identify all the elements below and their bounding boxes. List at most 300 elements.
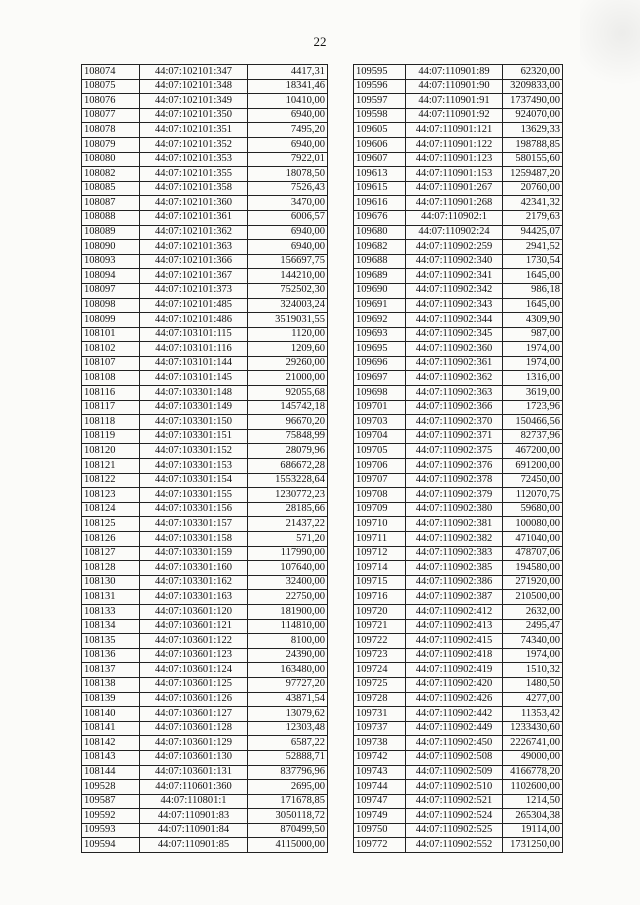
- cadastral-number-cell: 44:07:110901:89: [406, 65, 503, 80]
- record-id-cell: 108102: [82, 342, 140, 357]
- record-id-cell: 109707: [354, 473, 406, 488]
- record-id-cell: 109693: [354, 327, 406, 342]
- record-id-cell: 108116: [82, 386, 140, 401]
- table-row: [82, 823, 328, 838]
- record-id-cell: 108075: [82, 79, 140, 94]
- record-id-cell: 108136: [82, 648, 140, 663]
- record-id-cell: 109595: [354, 65, 406, 80]
- table-row: [354, 298, 563, 313]
- record-id-cell: 109737: [354, 721, 406, 736]
- cadastral-number-cell: 44:07:110902:376: [406, 459, 503, 474]
- value-cell: 28185,66: [248, 502, 328, 517]
- value-cell: 7495,20: [248, 123, 328, 138]
- record-id-cell: 109711: [354, 532, 406, 547]
- cadastral-number-cell: 44:07:110902:381: [406, 517, 503, 532]
- value-cell: 49000,00: [503, 750, 563, 765]
- table-row: [354, 750, 563, 765]
- cadastral-number-cell: 44:07:103301:150: [140, 415, 248, 430]
- value-cell: 467200,00: [503, 444, 563, 459]
- cadastral-number-cell: 44:07:102101:358: [140, 181, 248, 196]
- record-id-cell: 108082: [82, 167, 140, 182]
- record-id-cell: 109725: [354, 677, 406, 692]
- cadastral-number-cell: 44:07:110901:83: [140, 809, 248, 824]
- cadastral-number-cell: 44:07:103301:153: [140, 459, 248, 474]
- value-cell: 324003,24: [248, 298, 328, 313]
- table-row: [354, 371, 563, 386]
- cadastral-number-cell: 44:07:102101:353: [140, 152, 248, 167]
- table-row: [82, 225, 328, 240]
- cadastral-number-cell: 44:07:110902:361: [406, 356, 503, 371]
- table-row: [354, 692, 563, 707]
- record-id-cell: 108123: [82, 488, 140, 503]
- cadastral-number-cell: 44:07:103601:131: [140, 765, 248, 780]
- table-row: [82, 137, 328, 152]
- cadastral-number-cell: 44:07:103301:163: [140, 590, 248, 605]
- record-id-cell: 108090: [82, 240, 140, 255]
- cadastral-number-cell: 44:07:110901:268: [406, 196, 503, 211]
- record-id-cell: 108107: [82, 356, 140, 371]
- value-cell: 97727,20: [248, 677, 328, 692]
- cadastral-number-cell: 44:07:102101:362: [140, 225, 248, 240]
- table-row: [82, 604, 328, 619]
- record-id-cell: 108099: [82, 313, 140, 328]
- table-row: [82, 283, 328, 298]
- table-row: [354, 459, 563, 474]
- table-row: [82, 196, 328, 211]
- table-row: [82, 210, 328, 225]
- value-cell: 1974,00: [503, 648, 563, 663]
- record-id-cell: 108076: [82, 94, 140, 109]
- cadastral-number-cell: 44:07:110902:378: [406, 473, 503, 488]
- cadastral-number-cell: 44:07:110902:524: [406, 809, 503, 824]
- value-cell: 171678,85: [248, 794, 328, 809]
- cadastral-number-cell: 44:07:110902:521: [406, 794, 503, 809]
- table-row: [82, 240, 328, 255]
- table-row: [354, 79, 563, 94]
- table-row: [354, 356, 563, 371]
- value-cell: 28079,96: [248, 444, 328, 459]
- table-row: [354, 342, 563, 357]
- record-id-cell: 109688: [354, 254, 406, 269]
- record-id-cell: 109701: [354, 400, 406, 415]
- value-cell: 1974,00: [503, 356, 563, 371]
- table-row: [82, 152, 328, 167]
- record-id-cell: 108141: [82, 721, 140, 736]
- cadastral-number-cell: 44:07:102101:352: [140, 137, 248, 152]
- record-id-cell: 109742: [354, 750, 406, 765]
- record-id-cell: 108098: [82, 298, 140, 313]
- record-id-cell: 108079: [82, 137, 140, 152]
- value-cell: 181900,00: [248, 604, 328, 619]
- table-row: [82, 736, 328, 751]
- table-row: [82, 677, 328, 692]
- value-cell: 59680,00: [503, 502, 563, 517]
- record-id-cell: 109706: [354, 459, 406, 474]
- page-number: 22: [313, 34, 327, 49]
- record-id-cell: 109689: [354, 269, 406, 284]
- table-row: [82, 663, 328, 678]
- cadastral-number-cell: 44:07:110902:509: [406, 765, 503, 780]
- record-id-cell: 108088: [82, 210, 140, 225]
- record-id-cell: 109682: [354, 240, 406, 255]
- table-row: [354, 400, 563, 415]
- record-id-cell: 109692: [354, 313, 406, 328]
- cadastral-number-cell: 44:07:103101:115: [140, 327, 248, 342]
- value-cell: 107640,00: [248, 561, 328, 576]
- record-id-cell: 109615: [354, 181, 406, 196]
- table-row: [82, 356, 328, 371]
- record-id-cell: 108119: [82, 429, 140, 444]
- cadastral-number-cell: 44:07:110902:418: [406, 648, 503, 663]
- table-row: [354, 663, 563, 678]
- cadastral-number-cell: 44:07:110902:426: [406, 692, 503, 707]
- cadastral-number-cell: 44:07:110902:508: [406, 750, 503, 765]
- record-id-cell: 109738: [354, 736, 406, 751]
- value-cell: 1731250,00: [503, 838, 563, 853]
- table-row: [354, 736, 563, 751]
- table-row: [82, 546, 328, 561]
- cadastral-number-cell: 44:07:110902:341: [406, 269, 503, 284]
- value-cell: 100080,00: [503, 517, 563, 532]
- value-cell: 4417,31: [248, 65, 328, 80]
- table-row: [354, 429, 563, 444]
- cadastral-number-cell: 44:07:103601:125: [140, 677, 248, 692]
- table-row: [354, 590, 563, 605]
- value-cell: 198788,85: [503, 137, 563, 152]
- value-cell: 6940,00: [248, 225, 328, 240]
- value-cell: 2179,63: [503, 210, 563, 225]
- cadastral-number-cell: 44:07:103601:120: [140, 604, 248, 619]
- cadastral-number-cell: 44:07:110901:121: [406, 123, 503, 138]
- cadastral-number-cell: 44:07:110902:387: [406, 590, 503, 605]
- record-id-cell: 108089: [82, 225, 140, 240]
- record-id-cell: 109703: [354, 415, 406, 430]
- table-row: [82, 721, 328, 736]
- value-cell: 6587,22: [248, 736, 328, 751]
- record-id-cell: 109747: [354, 794, 406, 809]
- record-id-cell: 108125: [82, 517, 140, 532]
- cadastral-number-cell: 44:07:102101:350: [140, 108, 248, 123]
- value-cell: 1974,00: [503, 342, 563, 357]
- table-row: [82, 459, 328, 474]
- table-row: [82, 634, 328, 649]
- table-row: [354, 634, 563, 649]
- cadastral-number-cell: 44:07:110901:123: [406, 152, 503, 167]
- value-cell: 144210,00: [248, 269, 328, 284]
- cadastral-number-cell: 44:07:103601:126: [140, 692, 248, 707]
- record-id-cell: 109698: [354, 386, 406, 401]
- record-id-cell: 108080: [82, 152, 140, 167]
- cadastral-number-cell: 44:07:103601:123: [140, 648, 248, 663]
- table-row: [354, 240, 563, 255]
- value-cell: 691200,00: [503, 459, 563, 474]
- cadastral-number-cell: 44:07:103301:160: [140, 561, 248, 576]
- record-id-cell: 109587: [82, 794, 140, 809]
- value-cell: 1737490,00: [503, 94, 563, 109]
- record-id-cell: 108085: [82, 181, 140, 196]
- record-id-cell: 109691: [354, 298, 406, 313]
- value-cell: 265304,38: [503, 809, 563, 824]
- value-cell: 837796,96: [248, 765, 328, 780]
- cadastral-number-cell: 44:07:110902:415: [406, 634, 503, 649]
- table-row: [82, 765, 328, 780]
- table-row: [82, 780, 328, 795]
- table-row: [82, 517, 328, 532]
- record-id-cell: 108139: [82, 692, 140, 707]
- record-id-cell: 109598: [354, 108, 406, 123]
- value-cell: 10410,00: [248, 94, 328, 109]
- cadastral-number-cell: 44:07:110902:375: [406, 444, 503, 459]
- table-row: [82, 750, 328, 765]
- record-id-cell: 109715: [354, 575, 406, 590]
- value-cell: 94425,07: [503, 225, 563, 240]
- table-row: [354, 108, 563, 123]
- value-cell: 686672,28: [248, 459, 328, 474]
- record-id-cell: 108126: [82, 532, 140, 547]
- record-id-cell: 109593: [82, 823, 140, 838]
- table-row: [82, 575, 328, 590]
- cadastral-number-cell: 44:07:110902:24: [406, 225, 503, 240]
- value-cell: 82737,96: [503, 429, 563, 444]
- table-row: [354, 152, 563, 167]
- value-cell: 21000,00: [248, 371, 328, 386]
- cadastral-number-cell: 44:07:102101:351: [140, 123, 248, 138]
- record-id-cell: 108074: [82, 65, 140, 80]
- cadastral-number-cell: 44:07:110902:510: [406, 780, 503, 795]
- table-row: [354, 794, 563, 809]
- table-row: [82, 415, 328, 430]
- cadastral-number-cell: 44:07:110902:552: [406, 838, 503, 853]
- value-cell: 21437,22: [248, 517, 328, 532]
- table-row: [82, 619, 328, 634]
- table-row: [82, 809, 328, 824]
- table-row: [354, 502, 563, 517]
- right-table: [353, 64, 563, 853]
- table-row: [354, 721, 563, 736]
- value-cell: 7922,01: [248, 152, 328, 167]
- cadastral-number-cell: 44:07:110901:92: [406, 108, 503, 123]
- value-cell: 3619,00: [503, 386, 563, 401]
- record-id-cell: 109712: [354, 546, 406, 561]
- cadastral-number-cell: 44:07:102101:360: [140, 196, 248, 211]
- cadastral-number-cell: 44:07:103101:145: [140, 371, 248, 386]
- value-cell: 72450,00: [503, 473, 563, 488]
- cadastral-number-cell: 44:07:110901:91: [406, 94, 503, 109]
- table-row: [82, 65, 328, 80]
- table-row: [82, 648, 328, 663]
- table-row: [354, 707, 563, 722]
- value-cell: 75848,99: [248, 429, 328, 444]
- table-row: [354, 561, 563, 576]
- value-cell: 4277,00: [503, 692, 563, 707]
- record-id-cell: 109528: [82, 780, 140, 795]
- record-id-cell: 109696: [354, 356, 406, 371]
- record-id-cell: 108124: [82, 502, 140, 517]
- table-row: [354, 94, 563, 109]
- table-row: [82, 313, 328, 328]
- value-cell: 1209,60: [248, 342, 328, 357]
- value-cell: 6940,00: [248, 137, 328, 152]
- cadastral-number-cell: 44:07:103601:122: [140, 634, 248, 649]
- record-id-cell: 109616: [354, 196, 406, 211]
- value-cell: 986,18: [503, 283, 563, 298]
- record-id-cell: 109749: [354, 809, 406, 824]
- value-cell: 1723,96: [503, 400, 563, 415]
- table-row: [354, 386, 563, 401]
- record-id-cell: 109690: [354, 283, 406, 298]
- table-row: [354, 327, 563, 342]
- cadastral-number-cell: 44:07:103601:127: [140, 707, 248, 722]
- table-row: [82, 327, 328, 342]
- cadastral-number-cell: 44:07:103301:152: [140, 444, 248, 459]
- record-id-cell: 109710: [354, 517, 406, 532]
- cadastral-number-cell: 44:07:110902:259: [406, 240, 503, 255]
- record-id-cell: 108077: [82, 108, 140, 123]
- cadastral-number-cell: 44:07:103601:121: [140, 619, 248, 634]
- value-cell: 1230772,23: [248, 488, 328, 503]
- record-id-cell: 109697: [354, 371, 406, 386]
- table-row: [354, 488, 563, 503]
- cadastral-number-cell: 44:07:110902:420: [406, 677, 503, 692]
- table-row: [82, 532, 328, 547]
- value-cell: 145742,18: [248, 400, 328, 415]
- table-row: [82, 167, 328, 182]
- table-row: [354, 619, 563, 634]
- cadastral-number-cell: 44:07:102101:349: [140, 94, 248, 109]
- record-id-cell: 109708: [354, 488, 406, 503]
- left-table-body: [82, 65, 328, 853]
- value-cell: 4115000,00: [248, 838, 328, 853]
- value-cell: 2226741,00: [503, 736, 563, 751]
- record-id-cell: 108093: [82, 254, 140, 269]
- value-cell: 13629,33: [503, 123, 563, 138]
- record-id-cell: 108118: [82, 415, 140, 430]
- value-cell: 2495,47: [503, 619, 563, 634]
- table-row: [82, 342, 328, 357]
- table-row: [354, 532, 563, 547]
- value-cell: 580155,60: [503, 152, 563, 167]
- table-row: [82, 590, 328, 605]
- record-id-cell: 108131: [82, 590, 140, 605]
- cadastral-number-cell: 44:07:102101:485: [140, 298, 248, 313]
- record-id-cell: 108138: [82, 677, 140, 692]
- value-cell: 18341,46: [248, 79, 328, 94]
- record-id-cell: 109721: [354, 619, 406, 634]
- table-row: [82, 94, 328, 109]
- value-cell: 13079,62: [248, 707, 328, 722]
- value-cell: 96670,20: [248, 415, 328, 430]
- table-row: [354, 415, 563, 430]
- table-row: [354, 254, 563, 269]
- value-cell: 3209833,00: [503, 79, 563, 94]
- value-cell: 12303,48: [248, 721, 328, 736]
- record-id-cell: 108122: [82, 473, 140, 488]
- value-cell: 74340,00: [503, 634, 563, 649]
- cadastral-number-cell: 44:07:110902:345: [406, 327, 503, 342]
- table-row: [354, 546, 563, 561]
- value-cell: 2941,52: [503, 240, 563, 255]
- value-cell: 1480,50: [503, 677, 563, 692]
- cadastral-number-cell: 44:07:110902:363: [406, 386, 503, 401]
- cadastral-number-cell: 44:07:102101:347: [140, 65, 248, 80]
- table-row: [354, 225, 563, 240]
- value-cell: 163480,00: [248, 663, 328, 678]
- table-row: [82, 123, 328, 138]
- cadastral-number-cell: 44:07:110902:360: [406, 342, 503, 357]
- value-cell: 114810,00: [248, 619, 328, 634]
- table-row: [82, 794, 328, 809]
- cadastral-number-cell: 44:07:102101:373: [140, 283, 248, 298]
- table-row: [354, 181, 563, 196]
- record-id-cell: 109592: [82, 809, 140, 824]
- value-cell: 1120,00: [248, 327, 328, 342]
- table-row: [82, 429, 328, 444]
- value-cell: 1645,00: [503, 269, 563, 284]
- value-cell: 18078,50: [248, 167, 328, 182]
- table-row: [82, 269, 328, 284]
- record-id-cell: 108127: [82, 546, 140, 561]
- value-cell: 43871,54: [248, 692, 328, 707]
- table-row: [354, 838, 563, 853]
- table-row: [82, 488, 328, 503]
- cadastral-number-cell: 44:07:102101:355: [140, 167, 248, 182]
- record-id-cell: 108137: [82, 663, 140, 678]
- scan-noise: [580, 0, 640, 110]
- table-row: [82, 473, 328, 488]
- value-cell: 194580,00: [503, 561, 563, 576]
- table-row: [354, 283, 563, 298]
- record-id-cell: 109723: [354, 648, 406, 663]
- cadastral-number-cell: 44:07:103601:124: [140, 663, 248, 678]
- record-id-cell: 108134: [82, 619, 140, 634]
- value-cell: 11353,42: [503, 707, 563, 722]
- cadastral-number-cell: 44:07:103301:157: [140, 517, 248, 532]
- value-cell: 1645,00: [503, 298, 563, 313]
- value-cell: 1730,54: [503, 254, 563, 269]
- record-id-cell: 109714: [354, 561, 406, 576]
- table-row: [354, 167, 563, 182]
- value-cell: 3519031,55: [248, 313, 328, 328]
- value-cell: 24390,00: [248, 648, 328, 663]
- value-cell: 471040,00: [503, 532, 563, 547]
- cadastral-number-cell: 44:07:110902:386: [406, 575, 503, 590]
- cadastral-number-cell: 44:07:110902:379: [406, 488, 503, 503]
- record-id-cell: 109722: [354, 634, 406, 649]
- record-id-cell: 108128: [82, 561, 140, 576]
- table-row: [354, 575, 563, 590]
- table-row: [354, 780, 563, 795]
- cadastral-number-cell: 44:07:110902:449: [406, 721, 503, 736]
- table-row: [82, 692, 328, 707]
- record-id-cell: 108097: [82, 283, 140, 298]
- value-cell: 271920,00: [503, 575, 563, 590]
- value-cell: 6006,57: [248, 210, 328, 225]
- record-id-cell: 108101: [82, 327, 140, 342]
- record-id-cell: 109728: [354, 692, 406, 707]
- value-cell: 7526,43: [248, 181, 328, 196]
- cadastral-number-cell: 44:07:110902:362: [406, 371, 503, 386]
- value-cell: 752502,30: [248, 283, 328, 298]
- value-cell: 1259487,20: [503, 167, 563, 182]
- value-cell: 2632,00: [503, 604, 563, 619]
- cadastral-number-cell: 44:07:103301:148: [140, 386, 248, 401]
- value-cell: 156697,75: [248, 254, 328, 269]
- table-row: [354, 648, 563, 663]
- value-cell: 571,20: [248, 532, 328, 547]
- record-id-cell: 109772: [354, 838, 406, 853]
- value-cell: 4166778,20: [503, 765, 563, 780]
- cadastral-number-cell: 44:07:110902:380: [406, 502, 503, 517]
